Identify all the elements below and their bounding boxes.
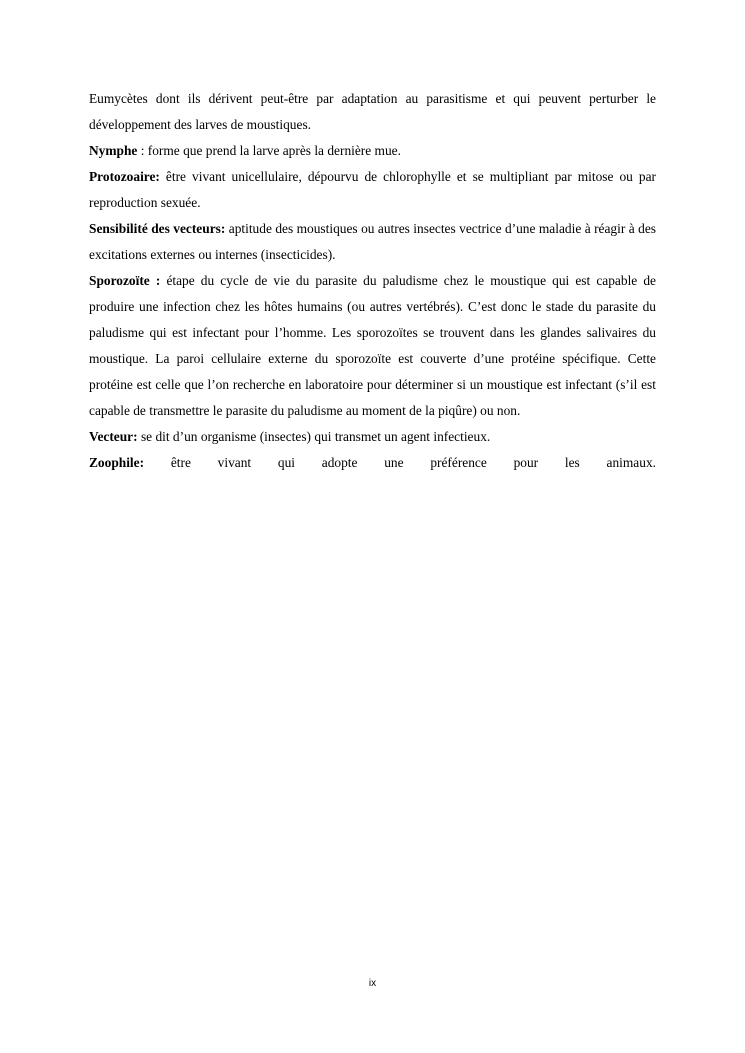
glossary-entry-zoophile [89,450,656,476]
glossary-definition: étape du cycle de vie du parasite du paludisme chez le moustique qui est capable de produire une infection chez les hôtes humains (ou autres vertébrés). C’est donc le stade du parasite du paludisme qui est infectant pour l’homme. Les sporozoïtes se trouvent dans les glandes salivaires du moustique. La paroi cellulaire externe du sporozoïte est couverte d’une protéine spécifique. Cette protéine est celle que l’on recherche en laboratoire pour déterminer si un moustique est infectant (s’il est capable de transmettre le parasite du paludisme au moment de la piqûre) ou non. [89,273,656,418]
glossary-term: Zoophile: [89,455,145,470]
glossary-entry-sensibilite-des-vecteurs [89,216,656,268]
glossary-entry-protozoaire [89,164,656,216]
page-content [89,86,656,476]
glossary-definition: se dit d’un organisme (insectes) qui transmet un agent infectieux. [137,429,491,444]
glossary-term: Sporozoïte : [89,273,161,288]
glossary-entry-vecteur [89,424,656,450]
glossary-term: Sensibilité des vecteurs: [89,221,226,236]
continuation-paragraph: Eumycètes dont ils dérivent peut-être par adaptation au parasitisme et qui peuvent perturber le développement des larves de moustiques. [89,91,656,132]
glossary-entry-sporozoite [89,268,656,424]
page-number: ix [368,978,377,989]
glossary-definition: : forme que prend la larve après la dernière mue. [137,143,401,158]
glossary-entry-nymphe [89,138,656,164]
glossary-definition: être vivant unicellulaire, dépourvu de chlorophylle et se multipliant par mitose ou par reproduction sexuée. [89,169,656,210]
glossary-term: Protozoaire: [89,169,160,184]
glossary-term: Nymphe [89,143,138,158]
glossary-definition: être vivant qui adopte une préférence pour les animaux. [144,455,656,470]
glossary-definition: aptitude des moustiques ou autres insectes vectrice d’une maladie à réagir à des excitations externes ou internes (insecticides). [89,221,656,262]
glossary-term: Vecteur: [89,429,138,444]
